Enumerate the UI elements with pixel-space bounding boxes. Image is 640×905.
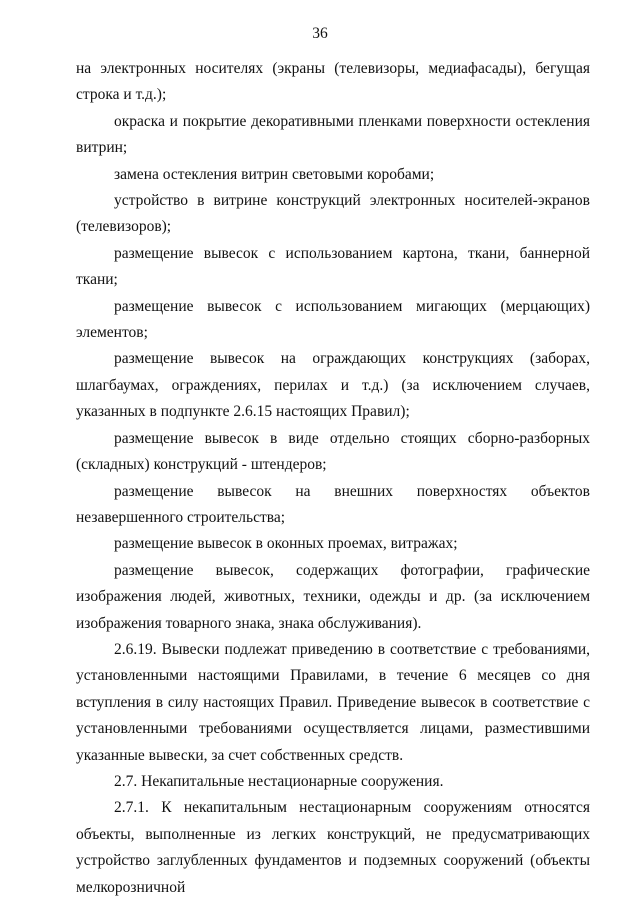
paragraph-light-boxes: замена остекления витрин световыми коробами;: [114, 165, 435, 183]
paragraph-fences: размещение вывесок на ограждающих конструкциях (заборах, шлагбаумах, ограждениях, перилах и т.д.) (за исключением случаев, указанных в подпункте 2.6.15 настоящих Правил);: [76, 350, 590, 421]
document-body: [76, 56, 590, 901]
paragraph-section-2-6-19: 2.6.19. Вывески подлежат приведению в соответствие с требованиями, установленными настоящими Правилами, в течение 6 месяцев со дня вступления в силу настоящих Правил. Приведение вывесок в соответствие с установленными требованиями осуществляется лицами, разместившими указанные вывески, за счет собственных средств.: [76, 640, 590, 764]
paragraph-displays: на электронных носителях (экраны (телевизоры, медиафасады), бегущая строка и т.д.);: [76, 60, 590, 104]
page-number: 36: [312, 25, 328, 42]
paragraph-standalone-stands: размещение вывесок в виде отдельно стоящих сборно-разборных (складных) конструкций - штендеров;: [76, 429, 590, 474]
paragraph-screen-devices: устройство в витрине конструкций электронных носителей-экранов (телевизоров);: [76, 192, 590, 236]
paragraph-flashing-elements: размещение вывесок с использованием мигающих (мерцающих) элементов;: [76, 297, 590, 342]
paragraph-section-2-7-1: 2.7.1. К некапитальным нестационарным сооружениям относятся объекты, выполненные из легких конструкций, не предусматривающих устройство заглубленных фундаментов и подземных сооружений (объекты мелкорозничной: [76, 799, 590, 896]
paragraph-window-films: окраска и покрытие декоративными пленками поверхности остекления витрин;: [76, 112, 590, 157]
paragraph-window-openings: размещение вывесок в оконных проемах, витражах;: [114, 535, 458, 553]
paragraph-photographs: размещение вывесок, содержащих фотографии, графические изображения людей, животных, техники, одежды и др. (за исключением изображения товарного знака, знака обслуживания).: [76, 561, 590, 632]
paragraph-section-2-7-heading: 2.7. Некапитальные нестационарные сооружения.: [114, 772, 444, 790]
paragraph-banner-fabric: размещение вывесок с использованием картона, ткани, баннерной ткани;: [76, 244, 590, 289]
paragraph-unfinished-buildings: размещение вывесок на внешних поверхностях объектов незавершенного строительства;: [76, 482, 590, 526]
